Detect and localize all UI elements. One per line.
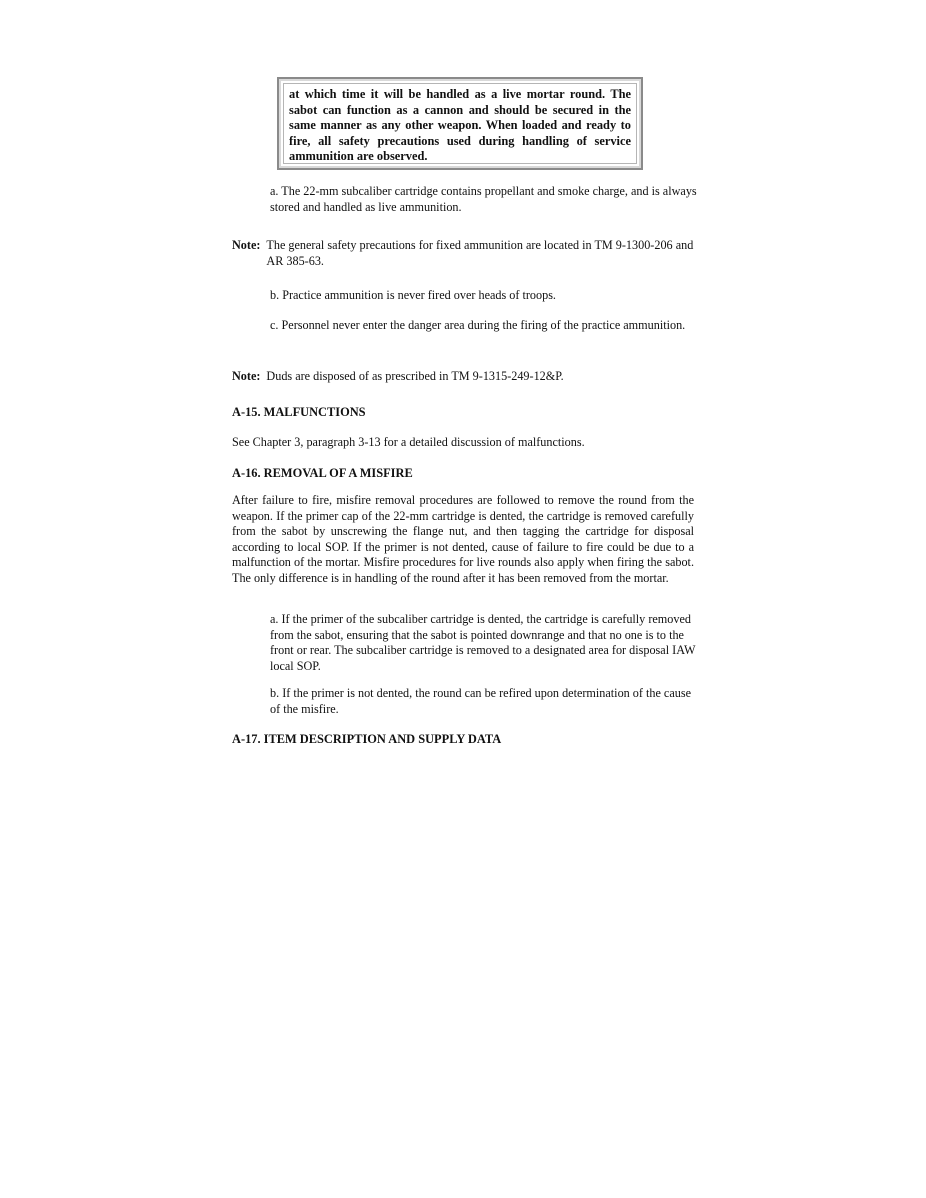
misfire-item-a: a. If the primer of the subcaliber cartridge is dented, the cartridge is carefully removed from the sabot, ensuring that the sabot is pointed downrange and that no one is to the front or rear. The subcaliber cartridge is removed to a designated area for disposal IAW local SOP.: [270, 612, 696, 673]
malfunctions-body: See Chapter 3, paragraph 3-13 for a detailed discussion of malfunctions.: [232, 435, 585, 449]
paragraph-b-practice: b. Practice ammunition is never fired over heads of troops.: [270, 288, 556, 302]
section-heading-misfire: A-16. REMOVAL OF A MISFIRE: [232, 466, 413, 480]
note-label: Note:: [232, 238, 261, 252]
note-duds: [232, 369, 704, 385]
warning-text: at which time it will be handled as a live mortar round. The sabot can function as a cannon and should be secured in the same manner as any other weapon. When loaded and ready to fire, all safety precautions used during handling of service ammunition are observed.: [289, 87, 631, 164]
note-label: Note:: [232, 369, 261, 383]
paragraph-c-personnel: c. Personnel never enter the danger area during the firing of the practice ammunition.: [270, 318, 686, 332]
warning-box-border: [283, 83, 637, 164]
note-text: The general safety precautions for fixed ammunition are located in TM 9-1300-206 and AR 385-63.: [266, 238, 694, 268]
note-text: Duds are disposed of as prescribed in TM 9-1315-249-12&P.: [266, 369, 564, 383]
warning-box: [277, 77, 643, 170]
paragraph-a-subcaliber: a. The 22-mm subcaliber cartridge contains propellant and smoke charge, and is always stored and handled as live ammunition.: [270, 184, 697, 214]
misfire-body: After failure to fire, misfire removal procedures are followed to remove the round from the weapon. If the primer cap of the 22-mm cartridge is dented, the cartridge is removed carefully from the sabot by unscrewing the flange nut, and then tagging the cartridge for disposal according to local SOP. If the primer is not dented, cause of failure to fire could be due to a malfunction of the mortar. Misfire procedures for live rounds also apply when firing the sabot. The only difference is in handling of the round after it has been removed from the mortar.: [232, 493, 694, 585]
note-safety-precautions: [232, 238, 704, 269]
misfire-item-b: b. If the primer is not dented, the round can be refired upon determination of the cause of the misfire.: [270, 686, 691, 716]
section-heading-item-description: A-17. ITEM DESCRIPTION AND SUPPLY DATA: [232, 732, 502, 746]
section-heading-malfunctions: A-15. MALFUNCTIONS: [232, 405, 366, 419]
